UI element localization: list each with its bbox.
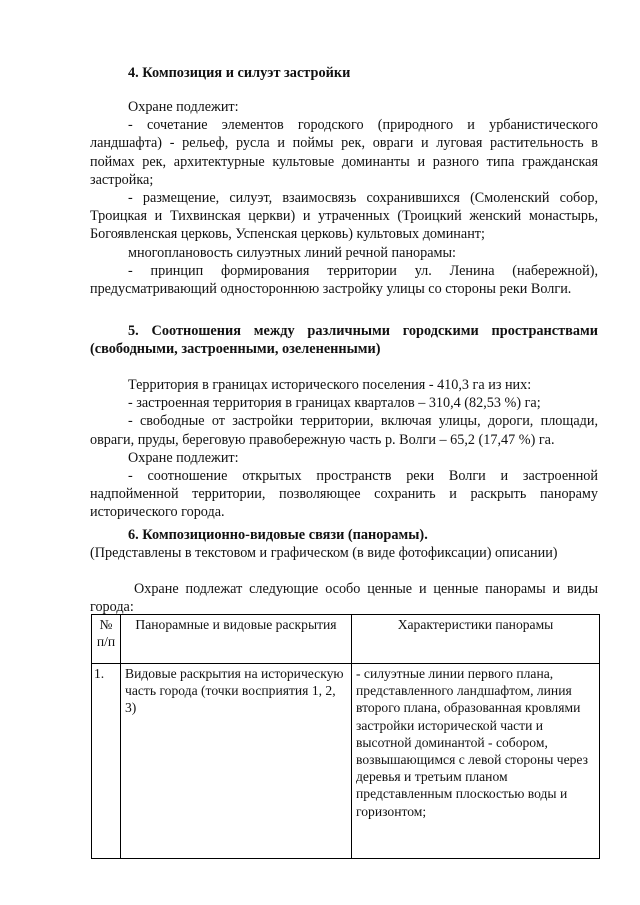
section-4-item-panorama: многоплановость силуэтных линий речной панорамы: <box>128 244 456 261</box>
header-view: Панорамные и видовые раскрытия <box>121 615 352 664</box>
section-4-body <box>90 98 598 298</box>
section-4-item-landscape: - сочетание элементов городского (природного и урбанистического ландшафта) - рельеф, русла и поймы рек, овраги и луговая растительность в поймах рек, архитектурные культовые доминанты и разного типа гражданская застройка; <box>90 117 598 188</box>
row-characteristics: - силуэтные линии первого плана, представленного ландшафтом, линия второго плана, образованная кровлями застройки исторической части и высотной доминантой - собором, возвышающимся с левой стороны через деревья и третьим планом представленным плоскостью воды и горизонтом; <box>352 664 600 859</box>
section-5-built: - застроенная территория в границах кварталов – 310,4 (82,53 %) га; <box>128 395 541 412</box>
header-characteristics: Характеристики панорамы <box>352 615 600 664</box>
table-header-row <box>92 615 600 664</box>
section-6-intro: Охране подлежат следующие особо ценные и ценные панорамы и виды города: <box>90 581 598 616</box>
header-number: № п/п <box>92 615 121 664</box>
section-5-title: 5. Соотношения между различными городскими пространствами (свободными, застроенными, озелененными) <box>90 323 598 357</box>
table-row <box>92 664 600 859</box>
row-view: Видовые раскрытия на историческую часть города (точки восприятия 1, 2, 3) <box>121 664 352 859</box>
section-5-body <box>90 376 598 522</box>
section-4-item-dominants: - размещение, силуэт, взаимосвязь сохранившихся (Смоленский собор, Троицкая и Тихвинская церкви) и утраченных (Троицкий женский монастырь, Богоявленская церковь, Успенская церковь) культовых доминант; <box>90 190 598 243</box>
section-5-free: - свободные от застройки территории, включая улицы, дороги, площади, овраги, пруды, береговую правобережную часть р. Волги – 65,2 (17,47 %) га. <box>90 413 598 448</box>
panorama-table <box>91 614 600 859</box>
row-number: 1. <box>92 664 121 859</box>
section-5-territory: Территория в границах исторического поселения - 410,3 га из них: <box>128 377 532 393</box>
section-4-title: 4. Композиция и силуэт застройки <box>128 65 351 81</box>
section-6-title: 6. Композиционно-видовые связи (панорамы). <box>128 527 428 543</box>
section-4-item-lenin-street: - принцип формирования территории ул. Ленина (набережной), предусматривающий одностороннюю застройку улицы со стороны реки Волги. <box>90 262 598 298</box>
section-5-protected-intro: Охране подлежит: <box>128 449 239 466</box>
section-5-ratio: - соотношение открытых пространств реки Волги и застроенной надпойменной территории, позволяющее сохранить и раскрыть панораму исторического города. <box>90 468 598 521</box>
section-4-protected-intro: Охране подлежит: <box>128 99 239 115</box>
section-6-subtitle: (Представлены в текстовом и графическом (в виде фотофиксации) описании) <box>90 545 558 561</box>
